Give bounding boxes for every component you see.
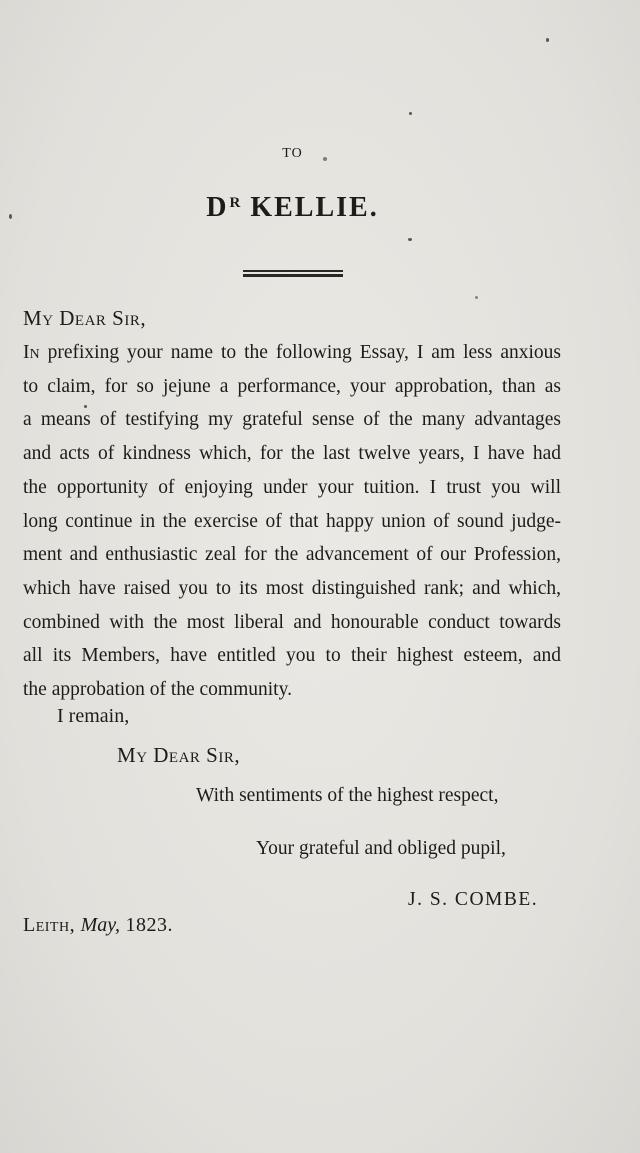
body-line: a means of testifying my grateful sense of the many advantages xyxy=(23,409,561,431)
dedication-title: $D^R$ KELLIE. xyxy=(206,192,379,223)
paper-speck xyxy=(546,38,549,42)
title-divider xyxy=(243,270,343,277)
closing-sentiments: With sentiments of the highest respect, xyxy=(196,785,499,806)
salutation: My Dear Sir, xyxy=(23,306,147,330)
paper-speck xyxy=(9,214,12,219)
body-line: to claim, for so jejune a performance, your approbation, than as xyxy=(23,375,561,397)
body-line: long continue in the exercise of that happy union of sound judge- xyxy=(23,510,561,532)
body-line: ment and enthusiastic zeal for the advancement of our Profession, xyxy=(23,544,561,566)
paper-speck xyxy=(475,296,478,299)
paper-speck xyxy=(84,405,87,408)
closing-grateful: Your grateful and obliged pupil, xyxy=(256,838,506,859)
dedication-to: TO xyxy=(282,146,303,161)
paper-speck xyxy=(323,157,327,161)
letter-body xyxy=(23,336,561,707)
closing-salutation: My Dear Sir, xyxy=(117,743,241,767)
signature: J. S. COMBE. xyxy=(408,889,539,910)
body-line: which have raised you to its most distinguished rank; and which, xyxy=(23,577,561,599)
place-date: Leith, May, 1823. xyxy=(23,914,174,936)
body-line: all its Members, have entitled you to their highest esteem, and xyxy=(23,645,561,667)
body-line: In prefixing your name to the following Essay, I am less anxious xyxy=(23,342,561,363)
body-line: the approbation of the community. xyxy=(23,679,292,701)
closing-remain: I remain, xyxy=(57,705,130,727)
paper-speck xyxy=(409,112,412,115)
body-line: combined with the most liberal and honourable conduct towards xyxy=(23,611,561,633)
body-line: the opportunity of enjoying under your tuition. I trust you will xyxy=(23,476,561,498)
body-line: and acts of kindness which, for the last twelve years, I have had xyxy=(23,443,561,465)
paper-speck xyxy=(408,238,412,241)
